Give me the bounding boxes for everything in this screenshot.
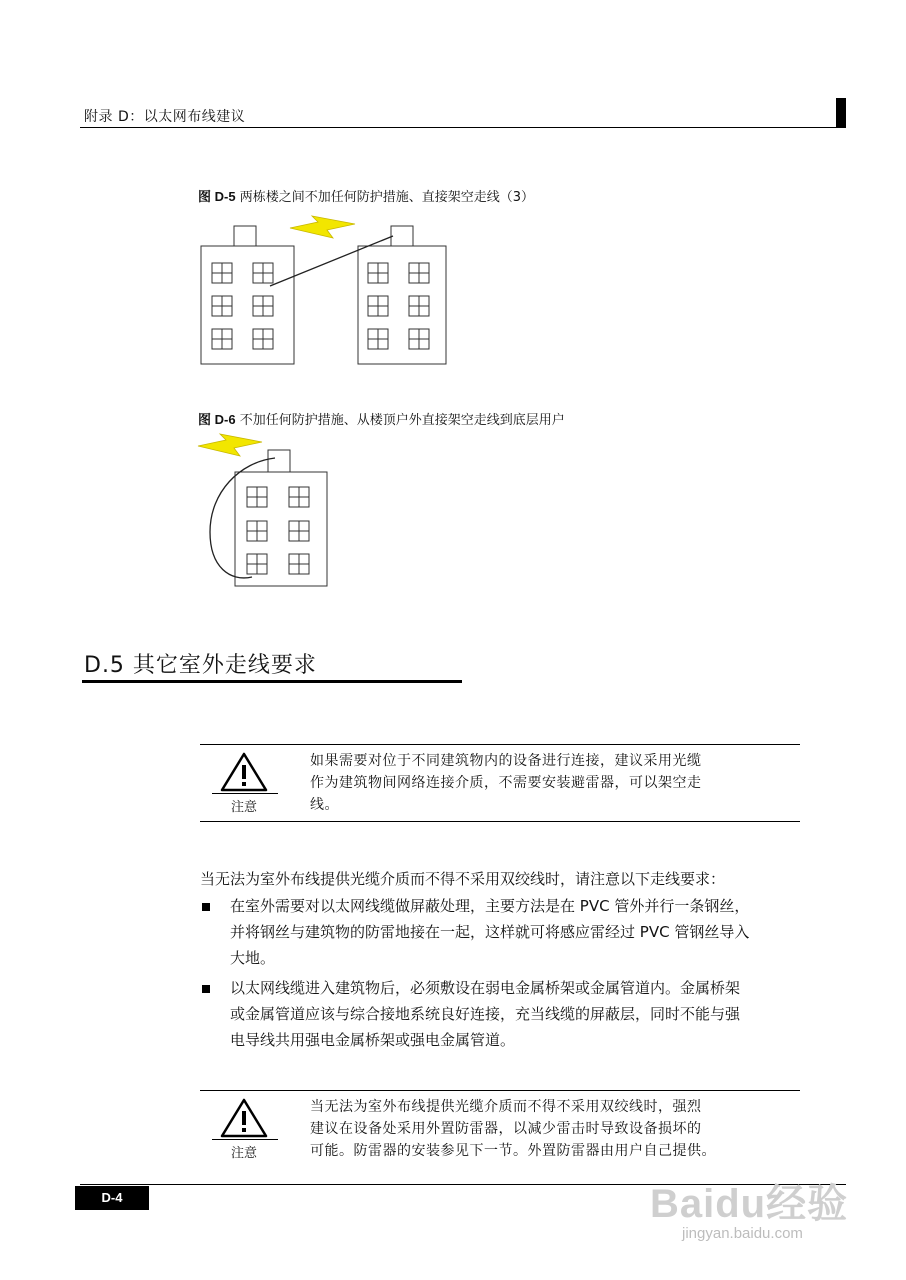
warning-icon <box>220 1098 268 1138</box>
watermark-logo: Baidu经验 <box>650 1182 849 1226</box>
building-roof <box>268 450 290 472</box>
aerial-cable <box>210 458 275 578</box>
lightning-bolt <box>290 216 355 238</box>
running-header: 附录 D：以太网布线建议 <box>84 109 246 125</box>
section-rule <box>82 680 462 683</box>
figure-d6-caption <box>198 409 565 428</box>
bullet-line: 并将钢丝与建筑物的防雷地接在一起，这样就可将感应雷经过 PVC 管钢丝导入 <box>230 923 750 941</box>
note2-label-rule <box>212 1139 278 1140</box>
figure-d5-label: 图 D-5 <box>198 189 236 204</box>
building-right <box>358 246 446 364</box>
intro-paragraph: 当无法为室外布线提供光缆介质而不得不采用双绞线时，请注意以下走线要求： <box>200 870 726 888</box>
figure-d5-text: 两栋楼之间不加任何防护措施、直接架空走线（3） <box>239 190 534 205</box>
note1-label: 注意 <box>230 800 257 815</box>
bullet-line: 在室外需要对以太网线缆做屏蔽处理，主要方法是在 PVC 管外并行一条钢丝， <box>230 897 750 915</box>
figure-d6-diagram <box>190 432 340 592</box>
note2-label: 注意 <box>230 1146 257 1161</box>
page-number: D-4 <box>75 1186 149 1210</box>
section-title: D.5 其它室外走线要求 <box>84 653 317 678</box>
note1-label-rule <box>212 793 278 794</box>
note2-top-rule <box>200 1090 800 1091</box>
note2-text <box>310 1096 800 1162</box>
figure-d6-text: 不加任何防护措施、从楼顶户外直接架空走线到底层用户 <box>239 413 565 428</box>
note2-line: 可能。防雷器的安装参见下一节。外置防雷器由用户自己提供。 <box>310 1143 716 1159</box>
bullet-line: 或金属管道应该与综合接地系统良好连接，充当线缆的屏蔽层，同时不能与强 <box>230 1005 741 1023</box>
bullet-line: 大地。 <box>230 949 276 967</box>
note2-line: 当无法为室外布线提供光缆介质而不得不采用双绞线时，强烈 <box>310 1099 702 1115</box>
warning-icon <box>220 752 268 792</box>
bullet-line: 以太网线缆进入建筑物后，必须敷设在弱电金属桥架或金属管道内。金属桥架 <box>230 979 741 997</box>
watermark-url: jingyan.baidu.com <box>682 1225 803 1242</box>
building-right-roof <box>391 226 413 246</box>
note1-line: 如果需要对位于不同建筑物内的设备进行连接，建议采用光缆 <box>310 753 702 769</box>
building <box>235 472 327 586</box>
note1-text <box>310 750 800 816</box>
bullet-item <box>230 893 836 971</box>
bullet-marker <box>202 903 210 911</box>
note1-bottom-rule <box>200 821 800 822</box>
windows <box>212 263 429 349</box>
aerial-cable <box>270 236 393 286</box>
figure-d6-label: 图 D-6 <box>198 412 236 427</box>
note2-line: 建议在设备处采用外置防雷器，以减少雷击时导致设备损坏的 <box>310 1121 702 1137</box>
note1-line: 线。 <box>310 797 339 813</box>
building-left-roof <box>234 226 256 246</box>
header-marker <box>836 98 846 128</box>
bullet-line: 电导线共用强电金属桥架或强电金属管道。 <box>230 1031 516 1049</box>
figure-d5-diagram <box>190 210 460 370</box>
figure-d5-caption <box>198 186 534 205</box>
bullet-item <box>230 975 836 1053</box>
bullet-marker <box>202 985 210 993</box>
header-rule <box>80 127 846 128</box>
building-left <box>201 246 294 364</box>
lightning-bolt <box>198 434 262 456</box>
note1-top-rule <box>200 744 800 745</box>
note1-line: 作为建筑物间网络连接介质，不需要安装避雷器，可以架空走 <box>310 775 702 791</box>
